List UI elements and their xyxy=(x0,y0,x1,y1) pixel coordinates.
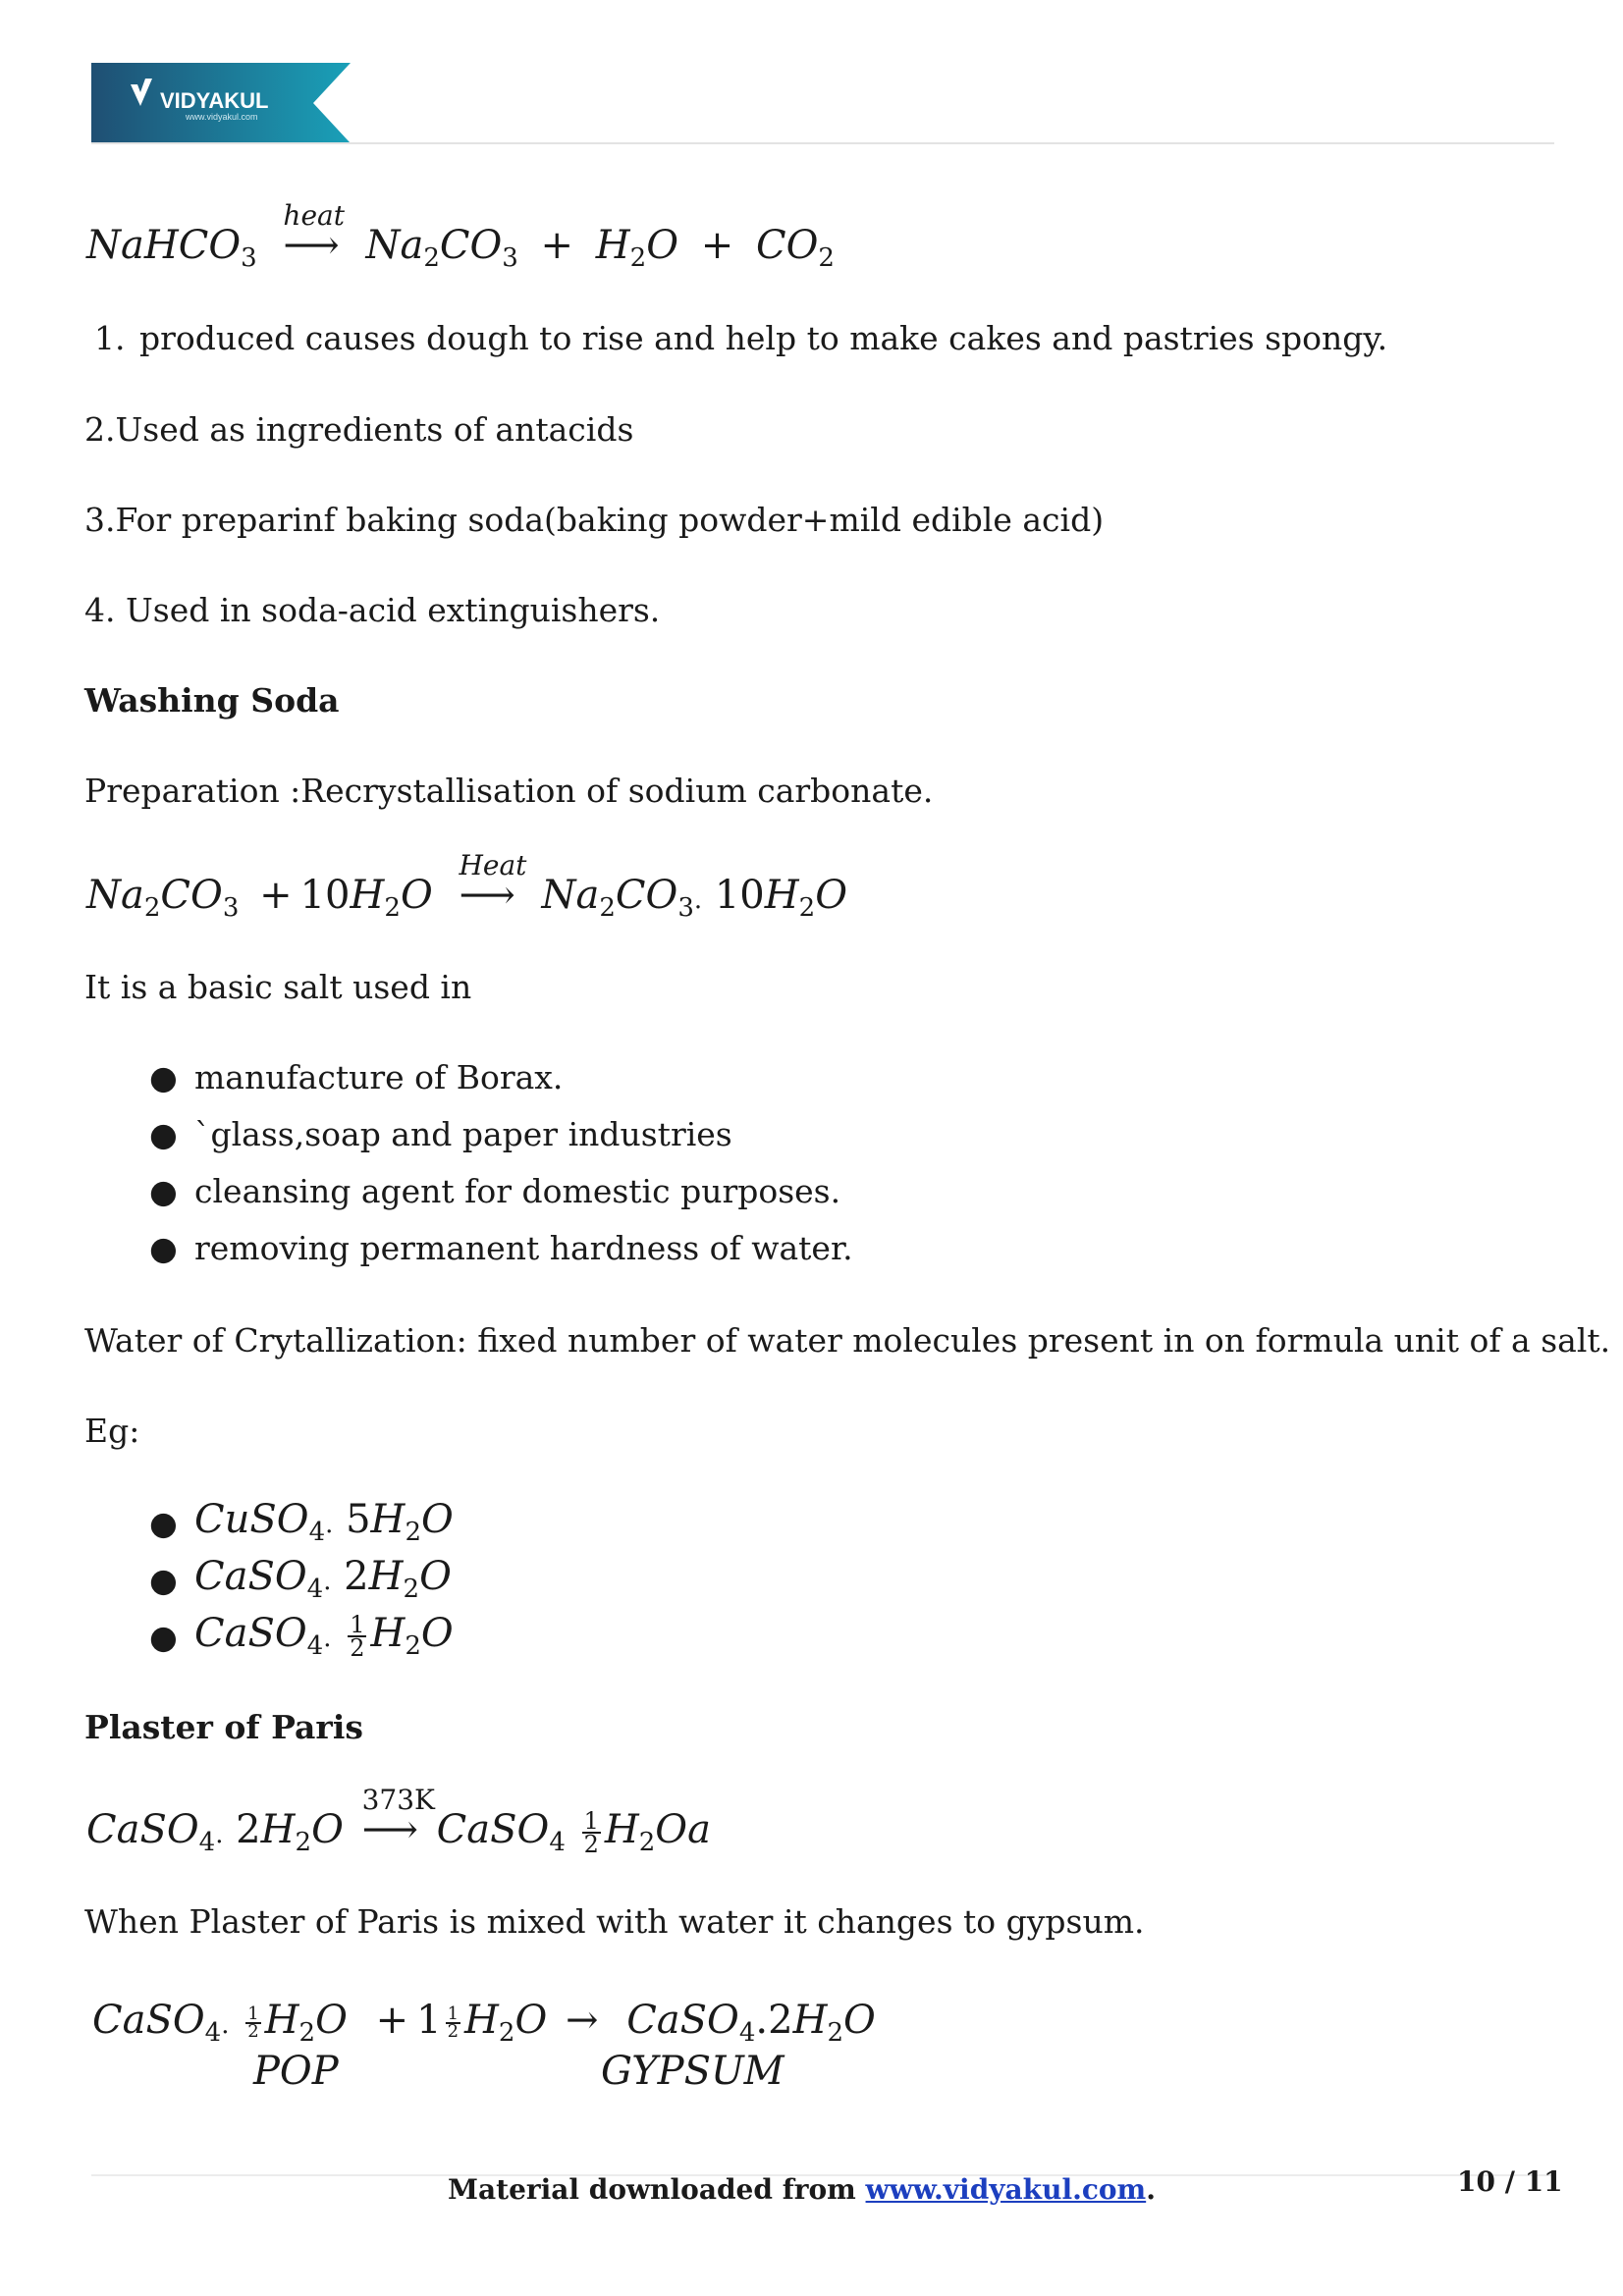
logo-subtext: www.vidyakul.com xyxy=(186,112,258,122)
vidyakul-logo xyxy=(91,63,351,143)
bullet: ● xyxy=(149,1618,178,1656)
bullet: ● xyxy=(149,1229,178,1267)
equation-pop-to-gypsum: CaSO$_{4\cdot}$ $\frac{1}{2}$ $H_2O + 1$ $\frac{1}{2}$ $H_2O$ → $CaSO_4.2H_2O$ xyxy=(92,1998,876,2048)
arrow-label: heat xyxy=(283,199,345,232)
formula-caso4-half-h2o: CaSO$_{4\cdot}$ $\frac{1}{2}$ $H_2O$ xyxy=(194,1611,454,1662)
bullet: ● xyxy=(149,1172,178,1210)
equation-baking-soda-heat: NaHCO$_3$ heat ⟶ $Na_2CO_3 + H_2O + CO_2$ xyxy=(86,222,835,269)
logo-text: VIDYAKUL xyxy=(160,88,269,113)
footer-link[interactable]: www.vidyakul.com xyxy=(865,2173,1147,2206)
paragraph: 3.For preparinf baking soda(baking powder+mild edible acid) xyxy=(84,501,1105,539)
paragraph: Water of Crytallization: fixed number of water molecules present in on formula unit of a salt. xyxy=(84,1321,1611,1360)
list-item-number: 1. xyxy=(94,319,126,357)
bullet: ● xyxy=(149,1115,178,1153)
label-pop: POP xyxy=(253,2049,339,2094)
page-number: 10 / 11 xyxy=(1457,2165,1563,2198)
list-item: cleansing agent for domestic purposes. xyxy=(194,1172,841,1210)
formula-cuso4-5h2o: CuSO$_{4\cdot}$ $5H_2O$ xyxy=(194,1497,454,1547)
bullet: ● xyxy=(149,1058,178,1096)
formula-caso4-2h2o: CaSO$_{4\cdot}$ $2H_2O$ xyxy=(194,1554,452,1604)
heading-plaster-of-paris: Plaster of Paris xyxy=(84,1708,363,1746)
list-item: removing permanent hardness of water. xyxy=(194,1229,853,1267)
paragraph: 4. Used in soda-acid extinguishers. xyxy=(84,591,661,629)
arrow-label: Heat xyxy=(459,849,527,881)
paragraph: 2.Used as ingredients of antacids xyxy=(84,410,634,449)
label-gypsum: GYPSUM xyxy=(601,2049,784,2094)
equation-pop-preparation: CaSO$_{4\cdot}$ $2H_2O$ 373K ⟶ CaSO$_4$ $\frac{1}{2}$ $H_2Oa$ xyxy=(86,1806,711,1855)
footer-text: Material downloaded from www.vidyakul.com. xyxy=(448,2173,1156,2206)
paragraph: It is a basic salt used in xyxy=(84,968,472,1006)
paragraph: Preparation :Recrystallisation of sodium carbonate. xyxy=(84,772,934,810)
list-item: produced causes dough to rise and help to make cakes and pastries spongy. xyxy=(139,319,1388,357)
bullet: ● xyxy=(149,1504,178,1542)
bullet: ● xyxy=(149,1561,178,1599)
list-item: manufacture of Borax. xyxy=(194,1058,564,1096)
equation-washing-soda: $Na_2CO_3 + 10H_2O$ Heat ⟶ $Na_2CO_{3\cdot}$ $10H_2O$ xyxy=(86,872,847,919)
list-item: `glass,soap and paper industries xyxy=(194,1115,732,1153)
arrow-label: 373K xyxy=(361,1784,435,1816)
paragraph: When Plaster of Paris is mixed with water it changes to gypsum. xyxy=(84,1902,1145,1941)
paragraph: Eg: xyxy=(84,1412,140,1450)
heading-washing-soda: Washing Soda xyxy=(84,681,340,720)
header-divider xyxy=(91,142,1554,144)
